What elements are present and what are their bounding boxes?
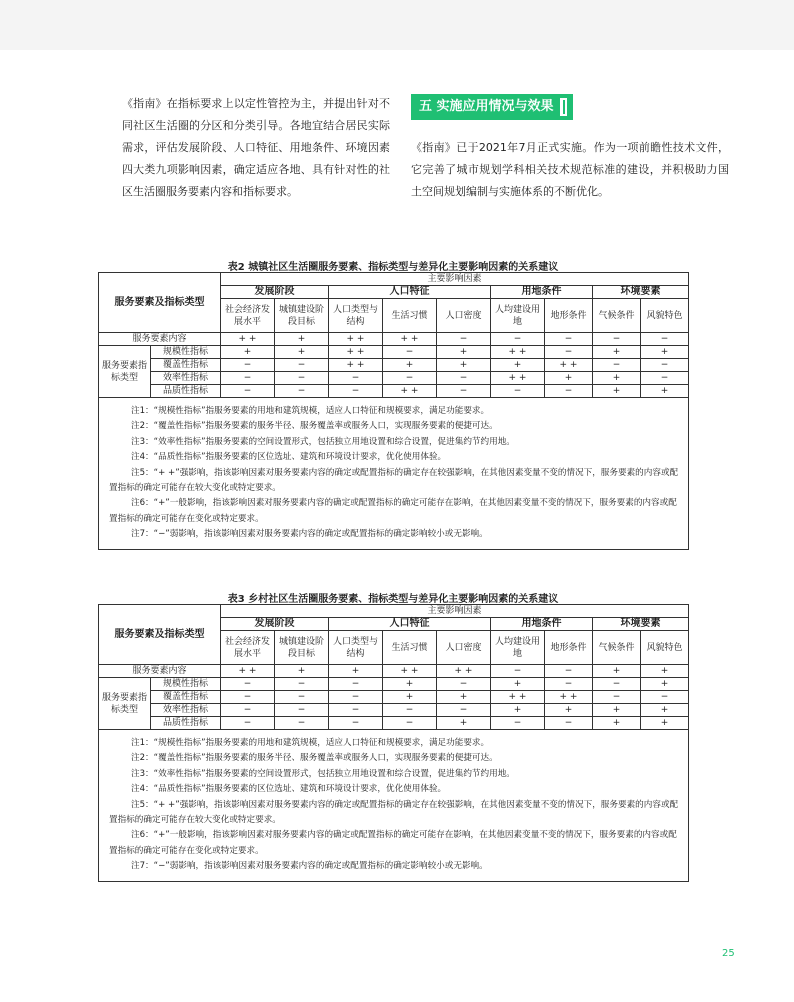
group-header: 人口特征 — [329, 286, 491, 299]
group-header: 人口特征 — [329, 618, 491, 631]
cell: + — [641, 346, 689, 359]
cell: − — [221, 717, 275, 730]
cell: − — [593, 359, 641, 372]
note: 注1：“规模性指标”指服务要素的用地和建筑规模，适应人口特征和规模要求，满足功能要求。 — [131, 738, 490, 748]
cell: + — [383, 359, 437, 372]
column-header: 风貌特色 — [641, 299, 689, 333]
heading-bracket-icon — [560, 98, 567, 116]
cell: + — [545, 704, 593, 717]
cell: − — [545, 333, 593, 346]
table3-caption: 表3 乡村社区生活圈服务要素、指标类型与差异化主要影响因素的关系建议 — [227, 594, 559, 605]
column-header: 生活习惯 — [383, 299, 437, 333]
row-label: 规模性指标 — [151, 346, 221, 359]
group-header: 用地条件 — [491, 286, 593, 299]
cell: − — [437, 372, 491, 385]
group-header: 环境要素 — [593, 618, 689, 631]
note: 注2：“覆盖性指标”指服务要素的服务半径、服务覆盖率或服务人口，实现服务要素的便捷可达。 — [131, 753, 498, 764]
group-header: 用地条件 — [491, 618, 593, 631]
cell: − — [593, 333, 641, 346]
cell: + — [641, 704, 689, 717]
cell: − — [383, 346, 437, 359]
cell: − — [491, 333, 545, 346]
column-header: 生活习惯 — [383, 631, 437, 665]
cell: − — [593, 678, 641, 691]
cell: − — [275, 359, 329, 372]
cell: − — [545, 678, 593, 691]
table-notes — [99, 730, 689, 882]
cell: − — [329, 691, 383, 704]
row-label: 效率性指标 — [151, 372, 221, 385]
cell: − — [383, 704, 437, 717]
cell: + — [593, 385, 641, 398]
table-row — [99, 333, 689, 346]
column-header: 风貌特色 — [641, 631, 689, 665]
row-label: 覆盖性指标 — [151, 691, 221, 704]
cell: − — [593, 691, 641, 704]
cell: + — [329, 665, 383, 678]
cell: − — [275, 372, 329, 385]
cell: + — [593, 717, 641, 730]
note: 注6：“+”一般影响，指该影响因素对服务要素内容的确定或配置指标的确定可能存在影响，在其他因素变量不变的情况下，服务要素的内容或配置指标的确定可能存在变化或特定要求。 — [109, 498, 677, 524]
cell: + — [437, 346, 491, 359]
table-row — [99, 717, 689, 730]
cell: − — [221, 385, 275, 398]
table-main-header: 主要影响因素 — [221, 605, 689, 618]
column-header: 人口类型与结构 — [329, 299, 383, 333]
column-header: 城镇建设阶段目标 — [275, 299, 329, 333]
cell: − — [545, 665, 593, 678]
cell: − — [221, 678, 275, 691]
column-header: 气候条件 — [593, 299, 641, 333]
cell: − — [437, 385, 491, 398]
cell: − — [437, 678, 491, 691]
column-header: 人均建设用地 — [491, 631, 545, 665]
row-label: 服务要素内容 — [99, 333, 221, 346]
cell: − — [641, 333, 689, 346]
table-row — [99, 346, 689, 359]
cell: + + — [329, 346, 383, 359]
cell: + — [383, 691, 437, 704]
cell: + + — [545, 691, 593, 704]
column-header: 地形条件 — [545, 631, 593, 665]
cell: + + — [383, 665, 437, 678]
row-label: 品质性指标 — [151, 717, 221, 730]
cell: − — [383, 717, 437, 730]
section-title: 五 实施应用情况与效果 — [419, 99, 554, 114]
cell: + — [275, 346, 329, 359]
cell: − — [641, 359, 689, 372]
cell: + — [593, 346, 641, 359]
cell: + + — [545, 359, 593, 372]
cell: − — [221, 359, 275, 372]
cell: + + — [221, 333, 275, 346]
column-header: 气候条件 — [593, 631, 641, 665]
section-heading — [411, 94, 573, 120]
note: 注3：“效率性指标”指服务要素的空间设置形式，包括独立用地设置和综合设置，促进集约节约用地。 — [131, 768, 515, 779]
cell: + + — [491, 691, 545, 704]
page-number: 25 — [722, 948, 735, 959]
cell: + — [593, 665, 641, 678]
cell: + — [437, 691, 491, 704]
note: 注2：“覆盖性指标”指服务要素的服务半径、服务覆盖率或服务人口，实现服务要素的便捷可达。 — [131, 421, 498, 432]
row-label: 品质性指标 — [151, 385, 221, 398]
cell: − — [275, 678, 329, 691]
row-group-label: 服务要素指标类型 — [99, 678, 151, 730]
row-label: 覆盖性指标 — [151, 359, 221, 372]
cell: − — [275, 385, 329, 398]
table-notes — [99, 398, 689, 550]
note: 注7：“−”弱影响，指该影响因素对服务要素内容的确定或配置指标的确定影响较小或无影响。 — [131, 861, 488, 872]
table-row — [99, 678, 689, 691]
cell: + + — [383, 333, 437, 346]
cell: + — [275, 333, 329, 346]
cell: + + — [491, 346, 545, 359]
note: 注4：“品质性指标”指服务要素的区位选址、建筑和环境设计要求，优化使用体验。 — [131, 452, 447, 463]
cell: − — [275, 717, 329, 730]
cell: − — [221, 372, 275, 385]
note: 注5：“+ +”强影响，指该影响因素对服务要素内容的确定或配置指标的确定存在较强影响，在其他因素变量不变的情况下，服务要素的内容或配置指标的确定可能存在较大变化或特定要求。 — [109, 799, 679, 826]
table-corner-header: 服务要素及指标类型 — [99, 605, 221, 665]
note: 注7：“−”弱影响，指该影响因素对服务要素内容的确定或配置指标的确定影响较小或无影响。 — [131, 529, 488, 540]
cell: + + — [329, 359, 383, 372]
cell: − — [383, 372, 437, 385]
cell: − — [329, 717, 383, 730]
column-header: 社会经济发展水平 — [221, 631, 275, 665]
row-label: 效率性指标 — [151, 704, 221, 717]
cell: − — [641, 691, 689, 704]
note: 注3：“效率性指标”指服务要素的空间设置形式，包括独立用地设置和综合设置，促进集约节约用地。 — [131, 436, 515, 447]
cell: − — [221, 691, 275, 704]
cell: + — [275, 665, 329, 678]
cell: − — [437, 333, 491, 346]
cell: + + — [491, 372, 545, 385]
cell: − — [545, 717, 593, 730]
table-row — [99, 385, 689, 398]
table-main-header: 主要影响因素 — [221, 273, 689, 286]
cell: − — [545, 346, 593, 359]
row-label: 规模性指标 — [151, 678, 221, 691]
cell: − — [221, 704, 275, 717]
cell: − — [437, 704, 491, 717]
cell: − — [641, 372, 689, 385]
note: 注1：“规模性指标”指服务要素的用地和建筑规模，适应人口特征和规模要求，满足功能要求。 — [131, 406, 490, 416]
cell: + — [641, 665, 689, 678]
group-header: 发展阶段 — [221, 618, 329, 631]
cell: − — [329, 704, 383, 717]
cell: − — [329, 385, 383, 398]
table-row — [99, 665, 689, 678]
table-row — [99, 691, 689, 704]
cell: + — [491, 704, 545, 717]
column-header: 人口密度 — [437, 631, 491, 665]
cell: + — [641, 717, 689, 730]
column-header: 城镇建设阶段目标 — [275, 631, 329, 665]
cell: + — [545, 372, 593, 385]
cell: + — [641, 385, 689, 398]
column-header: 社会经济发展水平 — [221, 299, 275, 333]
note: 注4：“品质性指标”指服务要素的区位选址、建筑和环境设计要求，优化使用体验。 — [131, 784, 447, 795]
left-paragraph: 《指南》在指标要求上以定性管控为主，并提出针对不同社区生活圈的分区和分类引导。各地宜结合居民实际需求，评估发展阶段、人口特征、用地条件、环境因素四大类九项影响因素，确定适应各地、具有针对性的社区生活圈服务要素内容和指标要求。 — [122, 97, 390, 198]
cell: + — [437, 717, 491, 730]
note: 注6：“+”一般影响，指该影响因素对服务要素内容的确定或配置指标的确定可能存在影响，在其他因素变量不变的情况下，服务要素的内容或配置指标的确定可能存在变化或特定要求。 — [109, 830, 677, 856]
cell: − — [491, 717, 545, 730]
cell: − — [275, 691, 329, 704]
row-label: 服务要素内容 — [99, 665, 221, 678]
cell: + — [641, 678, 689, 691]
note: 注5：“+ +”强影响，指该影响因素对服务要素内容的确定或配置指标的确定存在较强影响，在其他因素变量不变的情况下，服务要素的内容或配置指标的确定可能存在较大变化或特定要求。 — [109, 467, 679, 494]
cell: + — [491, 359, 545, 372]
cell: + + — [221, 665, 275, 678]
cell: − — [275, 704, 329, 717]
table2 — [98, 272, 688, 550]
cell: − — [329, 372, 383, 385]
group-header: 发展阶段 — [221, 286, 329, 299]
table-row — [99, 372, 689, 385]
column-header: 地形条件 — [545, 299, 593, 333]
right-paragraph: 《指南》已于2021年7月正式实施。作为一项前瞻性技术文件，它完善了城市规划学科相关技术规范标准的建设，并积极助力国土空间规划编制与实施体系的不断优化。 — [411, 141, 729, 198]
table-row — [99, 359, 689, 372]
cell: + + — [383, 385, 437, 398]
table2-caption: 表2 城镇社区生活圈服务要素、指标类型与差异化主要影响因素的关系建议 — [227, 262, 559, 273]
table3 — [98, 604, 688, 882]
cell: − — [491, 665, 545, 678]
cell: + — [221, 346, 275, 359]
table-corner-header: 服务要素及指标类型 — [99, 273, 221, 333]
group-header: 环境要素 — [593, 286, 689, 299]
column-header: 人口密度 — [437, 299, 491, 333]
column-header: 人口类型与结构 — [329, 631, 383, 665]
cell: + — [383, 678, 437, 691]
cell: + — [593, 704, 641, 717]
cell: + + — [437, 665, 491, 678]
row-group-label: 服务要素指标类型 — [99, 346, 151, 398]
table-row — [99, 704, 689, 717]
cell: − — [545, 385, 593, 398]
cell: + + — [329, 333, 383, 346]
cell: + — [491, 678, 545, 691]
cell: − — [329, 678, 383, 691]
cell: + — [437, 359, 491, 372]
cell: − — [491, 385, 545, 398]
column-header: 人均建设用地 — [491, 299, 545, 333]
page-top-band — [0, 0, 794, 50]
cell: + — [593, 372, 641, 385]
